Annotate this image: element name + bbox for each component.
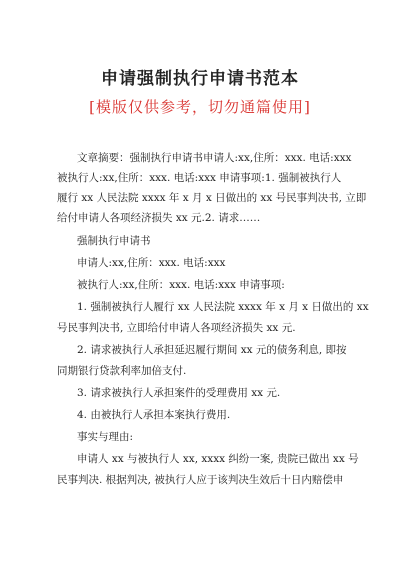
document-title: 申请强制执行申请书范本 [101, 69, 299, 89]
item-1-line-1: 1. 强制被执行人履行 xx 人民法院 xxxx 年 x 月 x 日做出的 xx [77, 301, 369, 313]
item-3-line: 3. 请求被执行人承担案件的受理费用 xx 元. [77, 387, 281, 399]
applicant-line: 申请人:xx,住所：xxx. 电话:xxx [77, 257, 226, 269]
item-4-line: 4. 由被执行人承担本案执行费用. [77, 409, 231, 421]
section-heading: 强制执行申请书 [77, 235, 151, 247]
summary-line-2: 被执行人:xx,住所：xxx. 电话:xxx 申请事项:1. 强制被执行人 [57, 172, 342, 184]
facts-heading: 事实与理由: [77, 431, 134, 443]
respondent-line: 被执行人:xx,住所：xxx. 电话:xxx 申请事项: [77, 279, 285, 291]
summary-line-4: 给付申请人各项经济损失 xx 元.2. 请求…… [57, 212, 261, 224]
summary-line-3: 履行 xx 人民法院 xxxx 年 x 月 x 日做出的 xx 号民事判决书, 立即 [57, 192, 367, 204]
item-1-line-2: 号民事判决书, 立即给付申请人各项经济损失 xx 元. [57, 322, 296, 334]
item-2-line-2: 同期银行贷款利率加倍支付. [57, 365, 187, 377]
facts-line-2: 民事判决. 根据判决, 被执行人应于该判决生效后十日内赔偿申 [57, 474, 344, 486]
facts-line-1: 申请人 xx 与被执行人 xx, xxxx 纠纷一案, 贵院已做出 xx 号 [77, 453, 359, 465]
summary-line-1: 文章摘要：强制执行申请书申请人:xx,住所：xxx. 电话:xxx [77, 152, 352, 164]
document-subtitle: [模版仅供参考，切勿通篇使用] [89, 98, 311, 116]
item-2-line-1: 2. 请求被执行人承担延迟履行期间 xx 元的债务利息, 即按 [77, 344, 347, 356]
